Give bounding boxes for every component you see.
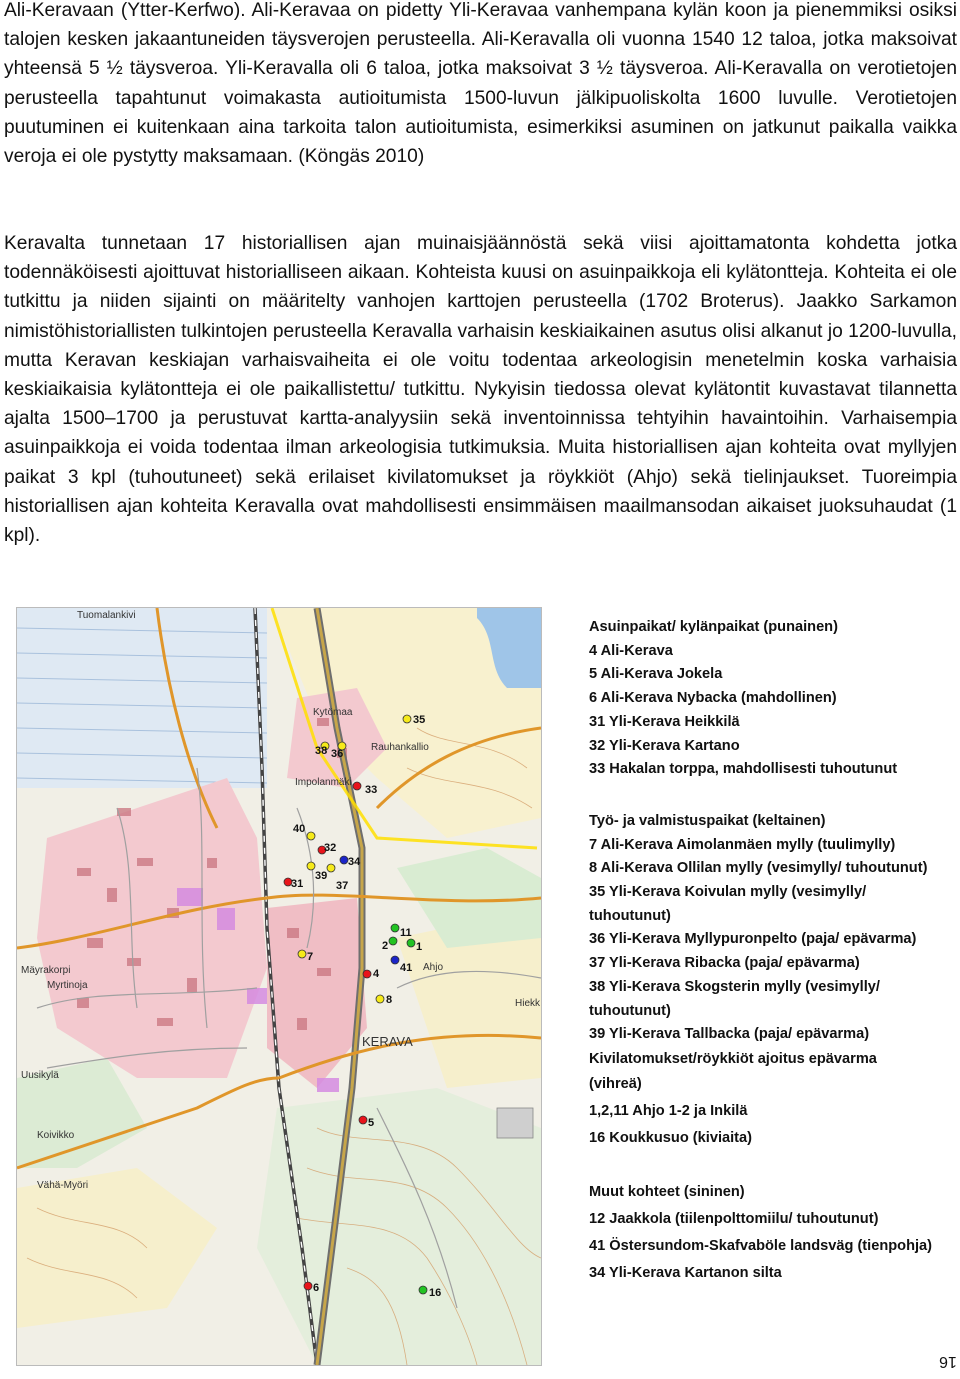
- legend-item: 34 Yli-Kerava Kartanon silta: [589, 1264, 782, 1281]
- site-point-label: 16: [429, 1287, 442, 1299]
- site-map: [16, 607, 542, 1366]
- place-name: Kytömaa: [313, 707, 353, 718]
- site-point-label: 34: [348, 856, 361, 868]
- site-point: [307, 862, 315, 870]
- legend-item: 31 Yli-Kerava Heikkilä: [589, 713, 740, 730]
- place-name: Hiekk: [515, 998, 541, 1009]
- legend-item: 36 Yli-Kerava Myllypuronpelto (paja/ epävarma): [589, 931, 917, 948]
- legend-title-other-sites: Muut kohteet (sininen): [589, 1183, 745, 1200]
- site-point: [389, 937, 397, 945]
- place-name: Koivikko: [37, 1130, 75, 1141]
- legend-item: 5 Ali-Kerava Jokela: [589, 666, 723, 683]
- site-point-label: 32: [324, 842, 337, 854]
- legend-item: 38 Yli-Kerava Skogsterin mylly (vesimylly/ tuhoutunut): [589, 978, 880, 1019]
- site-point-label: 4: [373, 968, 380, 980]
- legend-spacer: [589, 1152, 957, 1179]
- place-name: Impolanmäki: [295, 777, 352, 788]
- legend-item: 4 Ali-Kerava: [589, 642, 673, 659]
- legend-item: 37 Yli-Kerava Ribacka (paja/ epävarma): [589, 955, 860, 972]
- legend-item: 35 Yli-Kerava Koivulan mylly (vesimylly/ tuhoutunut): [589, 884, 867, 924]
- legend-spacer: [589, 782, 957, 810]
- site-point-label: 38: [315, 745, 328, 757]
- site-point: [327, 864, 335, 872]
- place-name: Vähä-Myöri: [37, 1180, 89, 1191]
- site-point-label: 37: [336, 880, 349, 892]
- legend-item: 16 Koukkusuo (kiviaita): [589, 1129, 753, 1146]
- site-point: [298, 950, 306, 958]
- site-point: [376, 995, 384, 1003]
- site-point-label: 36: [331, 748, 344, 760]
- place-name: Uusikylä: [21, 1070, 59, 1081]
- site-point: [304, 1282, 312, 1290]
- site-point-label: 35: [413, 714, 426, 726]
- legend-item: 39 Yli-Kerava Tallbacka (paja/ epävarma): [589, 1026, 870, 1043]
- site-point: [359, 1116, 367, 1124]
- legend-item: 1,2,11 Ahjo 1-2 ja Inkilä: [589, 1102, 748, 1119]
- site-point-label: 40: [293, 823, 306, 835]
- place-name: KERAVA: [362, 1034, 413, 1049]
- site-point-label: 7: [307, 951, 314, 963]
- site-point-label: 8: [386, 994, 393, 1006]
- legend-title-work-sites: Työ- ja valmistuspaikat (keltainen): [589, 812, 826, 829]
- legend-item: 7 Ali-Kerava Aimolanmäen mylly (tuulimylly): [589, 836, 896, 853]
- legend-title-stone-structures: Kivilatomukset/röykkiöt ajoitus epävarma (vihreä): [589, 1050, 877, 1093]
- page-number: 16: [939, 1353, 957, 1370]
- legend-item: 33 Hakalan torppa, mahdollisesti tuhoutunut: [589, 761, 898, 778]
- place-name: Myrtinoja: [47, 980, 88, 991]
- site-point-label: 2: [382, 940, 389, 952]
- legend-item: 6 Ali-Kerava Nybacka (mahdollinen): [589, 690, 837, 707]
- site-point: [307, 832, 315, 840]
- site-point: [403, 715, 411, 723]
- site-point-label: 5: [368, 1117, 375, 1129]
- site-point-label: 41: [400, 962, 413, 974]
- place-name: Tuomalankivi: [77, 610, 136, 621]
- site-point-label: 33: [365, 784, 378, 796]
- site-point-label: 11: [400, 927, 412, 939]
- map-legend: [589, 616, 957, 1287]
- legend-item: 12 Jaakkola (tiilenpolttomiilu/ tuhoutunut): [589, 1210, 879, 1227]
- place-name: Ahjo: [423, 962, 444, 973]
- site-point: [340, 856, 348, 864]
- site-map-graphic: [17, 608, 541, 1365]
- site-point: [419, 1286, 427, 1294]
- legend-item: 41 Östersundom-Skafvaböle landsväg (tienpohja): [589, 1237, 933, 1254]
- legend-title-dwelling-sites: Asuinpaikat/ kylänpaikat (punainen): [589, 619, 838, 635]
- site-point: [391, 956, 399, 964]
- paragraph-ali-kerava: Ali-Keravaan (Ytter-Kerfwo). Ali-Keravaa on pidetty Yli-Keravaa vanhempana kylän koon ja pienemmiksi osiksi talojen kesken jakaantuneiden täysverojen perusteella. Ali-Keravalla oli vuonna 1540 12 taloa, jotka maksoivat yhteensä 5 ½ täysveroa. Yli-Keravalla oli 6 taloa, jotka maksoivat 3 ½ täysveroa. Ali-Keravalla on verotietojen perusteella tapahtunut voimakasta autioitumista 1500-luvun jälkipuoliskolta 1600 luvulle. Verotietojen puutuminen ei kuitenkaan aina tarkoita talon autioitumista, esimerkiksi asuminen on jatkunut paikalla vaikka veroja ei ole pystytty maksamaan. (Köngäs 2010): [4, 0, 957, 168]
- site-point-label: 6: [313, 1282, 320, 1294]
- site-point: [363, 970, 371, 978]
- place-name: Mäyrakorpi: [21, 965, 71, 976]
- site-point-label: 31: [291, 878, 304, 890]
- site-point: [407, 939, 415, 947]
- site-point-label: 39: [315, 870, 328, 882]
- site-point: [391, 924, 399, 932]
- site-point-label: 1: [416, 941, 423, 953]
- legend-item: 8 Ali-Kerava Ollilan mylly (vesimylly/ tuhoutunut): [589, 860, 928, 877]
- paragraph-historical-sites: Keravalta tunnetaan 17 historiallisen ajan muinaisjäännöstä sekä viisi ajoittamatonta kohdetta jotka todennäköisesti ajoittuvat historialliseen aikaan. Kohteista kuusi on asuinpaikkoja eli kylätontteja. Kohteita ei ole tutkittu ja niiden sijainti on määritelty vanhojen karttojen perusteella (1702 Broterus). Jaakko Sarkamon nimistöhistoriallisten tulkintojen perusteella Keravalla varhaisin keskiaikainen asutus olisi alkanut jo 1200-luvulla, mutta Keravan keskiajan varhaisvaiheita ei ole voitu todentaa arkeologisin menetelmin koska varhaisia keskiaikaisia kylätontteja ei ole paikallistettu/ tutkittu. Nykyisin tiedossa olevat kylätontit kuvastavat tilannetta ajalta 1500–1700 ja perustuvat kartta-analyysiin sekä inventoinnissa tehtyihin havaintoihin. Varhaisempia asuinpaikkoja ei voida todentaa ilman arkeologisia tutkimuksia. Muita historiallisen ajan kohteita ovat myllyjen paikat 3 kpl (tuhoutuneet) sekä erilaiset kivilatomukset ja röykkiöt (Ahjo) sekä tielinjaukset. Tuoreimpia historiallisen ajan kohteita Keravalla ovat mahdollisesti ensimmäisen maailmansodan aikaiset juoksuhaudat (1 kpl).: [4, 233, 957, 547]
- place-name: Rauhankallio: [371, 742, 429, 753]
- site-point: [353, 782, 361, 790]
- legend-item: 32 Yli-Kerava Kartano: [589, 737, 740, 754]
